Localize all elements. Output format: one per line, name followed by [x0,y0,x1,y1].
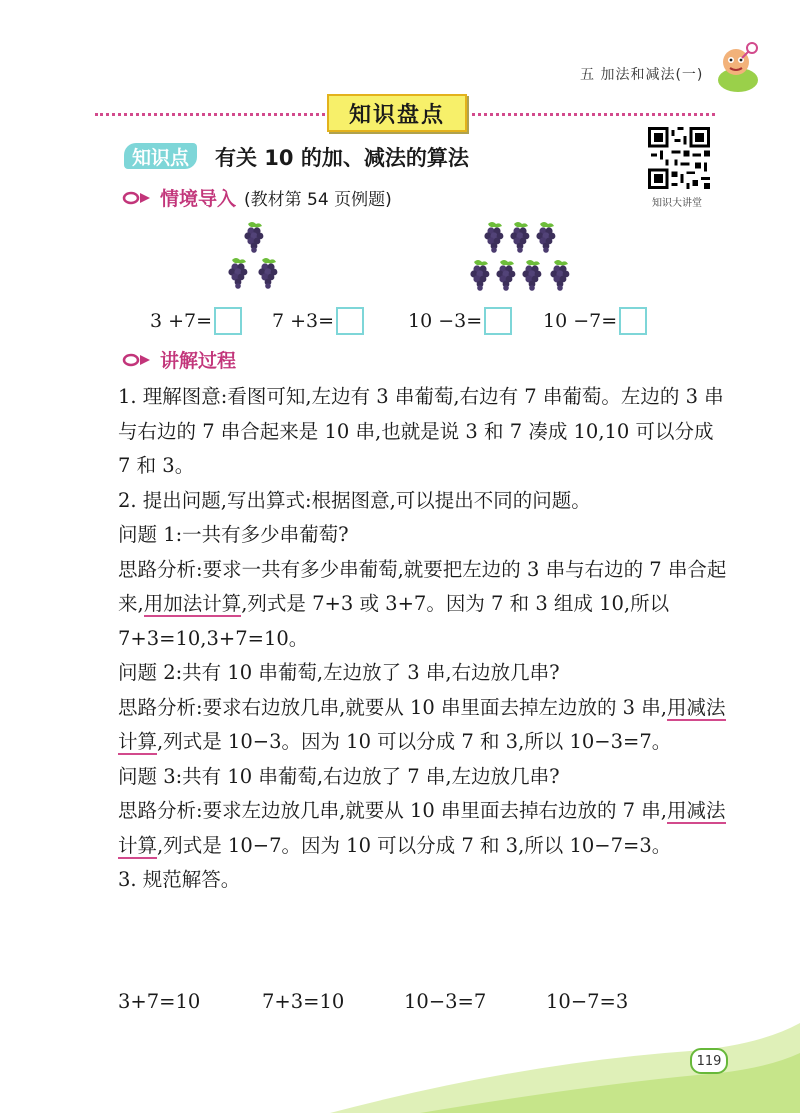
question-2: 问题 2:共有 10 串葡萄,左边放了 3 串,右边放几串? [118,661,560,684]
equation-text: 7 +3= [272,310,335,332]
answer-1: 3+7=10 [118,990,201,1013]
paragraph-2: 2. 提出问题,写出算式:根据图意,可以提出不同的问题。 [118,488,591,512]
paragraph-1: 1. 理解图意:看图可知,左边有 3 串葡萄,右边有 7 串葡萄。左边的 3 串与右边的 7 串合起来是 10 串,也就是说 3 和 7 凑成 10,10 可以分成 7 和 3。 [118,385,724,477]
footer-wave [0,993,800,1113]
knowledge-point-badge: 知识点 [124,143,197,169]
explanation-title: 讲解过程 [160,350,237,372]
mascot-icon [714,40,762,92]
equation-1 [150,307,242,335]
key-phrase: 用减法计算 [118,799,726,857]
equation-2 [272,307,364,335]
situation-note: (教材第 54 页例题) [244,190,392,210]
equation-text: 10 −7= [543,310,618,332]
equation-row [150,307,670,337]
explanation-body [78,380,728,898]
qr-code-icon[interactable] [648,127,710,189]
equation-text: 3 +7= [150,310,213,332]
equation-4 [543,307,647,335]
analysis-1: 思路分析:要求一共有多少串葡萄,就要把左边的 3 串与右边的 7 串合起来,用加法计算,列式是 7+3 或 3+7。因为 7 和 3 组成 10,所以 7+3=10,3+7=10。 [118,557,727,650]
key-phrase: 用减法计算 [118,695,726,753]
page-number: 119 [690,1048,728,1074]
equation-3 [408,307,512,335]
qr-caption: 知识大讲堂 [652,198,702,209]
key-phrase: 用加法计算 [143,592,242,615]
grapes-left-illustration [222,220,282,296]
answer-2: 7+3=10 [262,990,345,1013]
answer-box[interactable] [214,307,242,335]
knowledge-point-title: 有关 10 的加、减法的算法 [215,146,469,170]
question-1: 问题 1:一共有多少串葡萄? [118,523,349,546]
situation-title: 情境导入 [160,188,237,210]
arrow-bullet-icon [122,352,152,368]
answer-box[interactable] [619,307,647,335]
answer-box[interactable] [336,307,364,335]
analysis-3: 思路分析:要求左边放几串,就要从 10 串里面去掉右边放的 7 串,用减法计算,列式是 10−7。因为 10 可以分成 7 和 3,所以 10−7=3。 [118,799,726,857]
situation-heading [122,184,392,211]
answer-box[interactable] [484,307,512,335]
equation-text: 10 −3= [408,310,483,332]
paragraph-3: 3. 规范解答。 [118,868,241,891]
grapes-right-illustration [464,218,576,296]
answer-4: 10−7=3 [546,990,629,1013]
answer-3: 10−3=7 [404,990,487,1013]
arrow-bullet-icon [122,190,152,206]
explanation-heading [122,346,236,373]
analysis-2: 思路分析:要求右边放几串,就要从 10 串里面去掉左边放的 3 串,用减法计算,列式是 10−3。因为 10 可以分成 7 和 3,所以 10−3=7。 [118,695,726,753]
chapter-header: 五 加法和减法(一) [580,67,704,83]
section-title: 知识盘点 [327,94,467,132]
question-3: 问题 3:共有 10 串葡萄,右边放了 7 串,左边放几串? [118,764,560,788]
